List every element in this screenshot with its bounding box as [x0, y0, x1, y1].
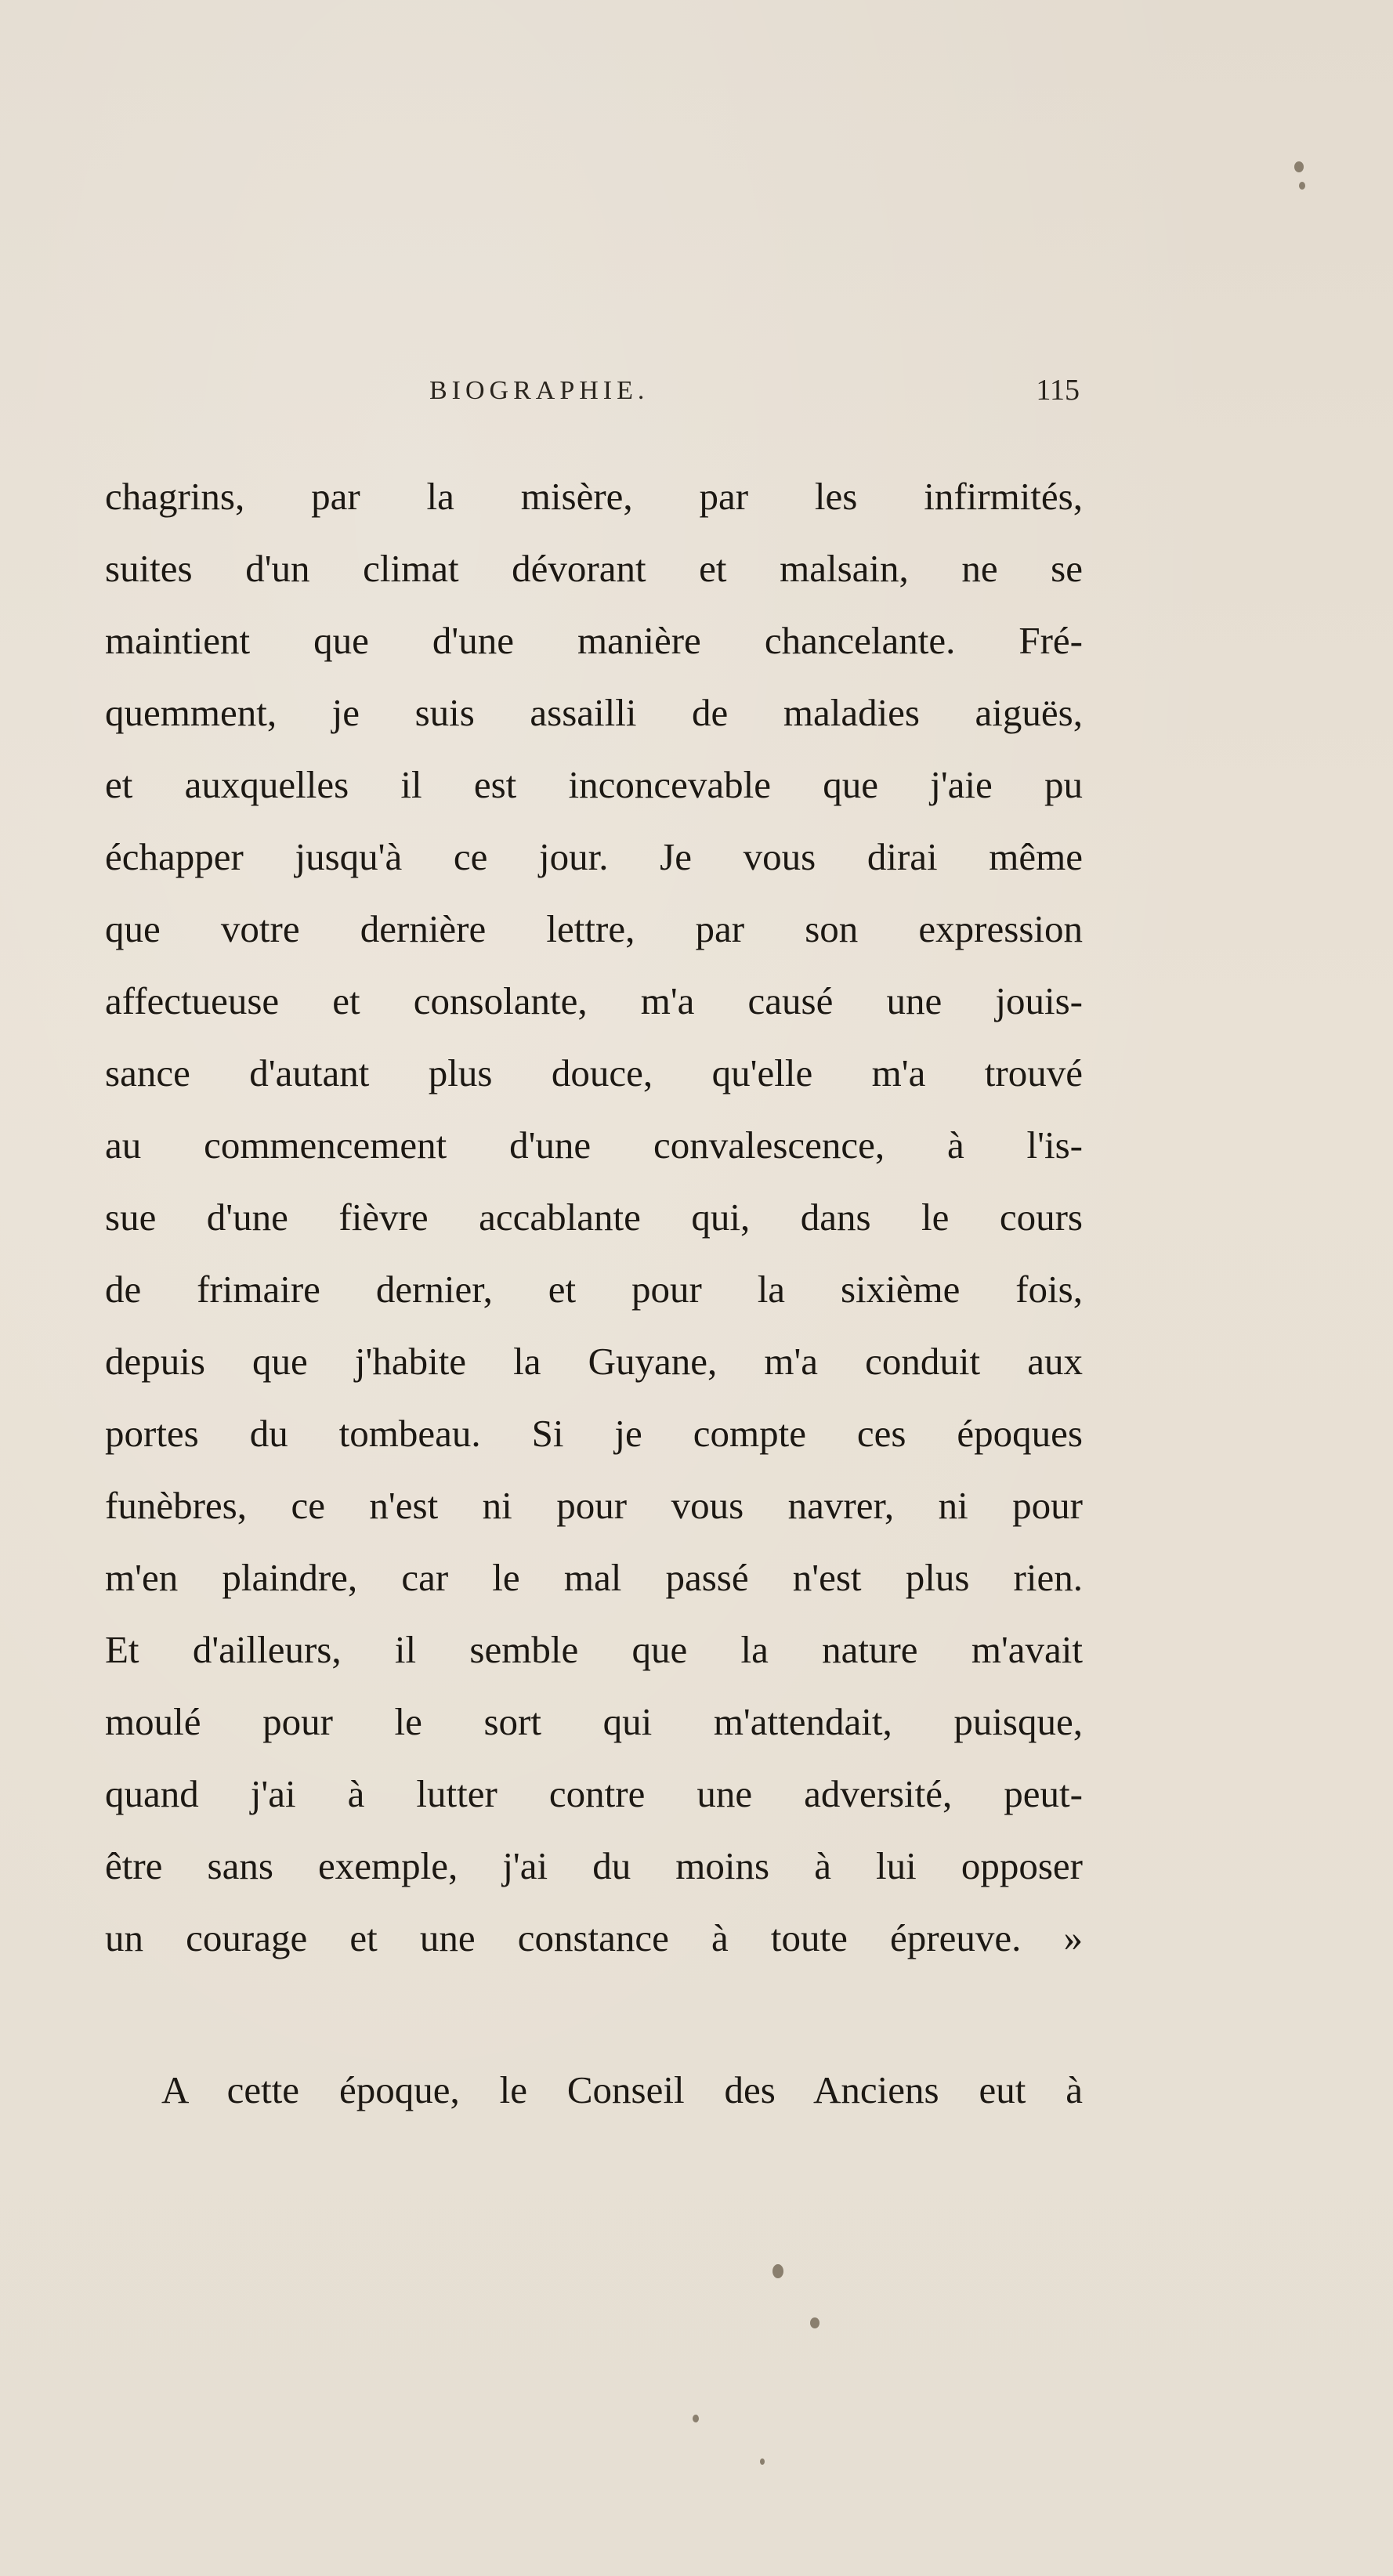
text-line: Et d'ailleurs, il semble que la nature m'avait — [105, 1628, 1083, 1671]
foxing-spot — [772, 2264, 783, 2278]
text-line: quemment, je suis assailli de maladies aiguës, — [105, 691, 1083, 734]
text-line: au commencement d'une convalescence, à l'is- — [105, 1123, 1083, 1167]
foxing-spot — [810, 2317, 820, 2328]
foxing-spot — [1294, 161, 1304, 172]
text-line: suites d'un climat dévorant et malsain, ne se — [105, 547, 1083, 590]
text-line: et auxquelles il est inconcevable que j'aie pu — [105, 763, 1083, 806]
foxing-spot — [1299, 182, 1305, 190]
page-number: 115 — [1036, 374, 1080, 407]
text-line: portes du tombeau. Si je compte ces époques — [105, 1412, 1083, 1455]
foxing-spot — [760, 2458, 765, 2465]
text-line: un courage et une constance à toute épreuve. » — [105, 1916, 1083, 1959]
text-line: sue d'une fièvre accablante qui, dans le cours — [105, 1196, 1083, 1239]
text-line: être sans exemple, j'ai du moins à lui opposer — [105, 1844, 1083, 1887]
text-line: funèbres, ce n'est ni pour vous navrer, ni pour — [105, 1484, 1083, 1527]
running-head: BIOGRAPHIE. — [429, 376, 649, 405]
text-line: affectueuse et consolante, m'a causé une jouis- — [105, 979, 1083, 1022]
text-line: de frimaire dernier, et pour la sixième fois, — [105, 1268, 1083, 1311]
paragraph-2 — [161, 2054, 1083, 2126]
text-line: que votre dernière lettre, par son expression — [105, 907, 1083, 950]
text-line: m'en plaindre, car le mal passé n'est plus rien. — [105, 1556, 1083, 1599]
text-line: chagrins, par la misère, par les infirmités, — [105, 475, 1083, 518]
foxing-spot — [693, 2415, 699, 2422]
text-line: sance d'autant plus douce, qu'elle m'a trouvé — [105, 1051, 1083, 1094]
text-line: A cette époque, le Conseil des Anciens eut à — [161, 2068, 1083, 2111]
text-line: depuis que j'habite la Guyane, m'a conduit aux — [105, 1340, 1083, 1383]
text-line: maintient que d'une manière chancelante. Fré- — [105, 619, 1083, 662]
page-header — [0, 376, 1393, 415]
paragraph-1 — [105, 461, 1083, 1974]
text-line: moulé pour le sort qui m'attendait, puisque, — [105, 1700, 1083, 1743]
text-line: échapper jusqu'à ce jour. Je vous dirai même — [105, 835, 1083, 878]
text-line: quand j'ai à lutter contre une adversité, peut- — [105, 1772, 1083, 1815]
